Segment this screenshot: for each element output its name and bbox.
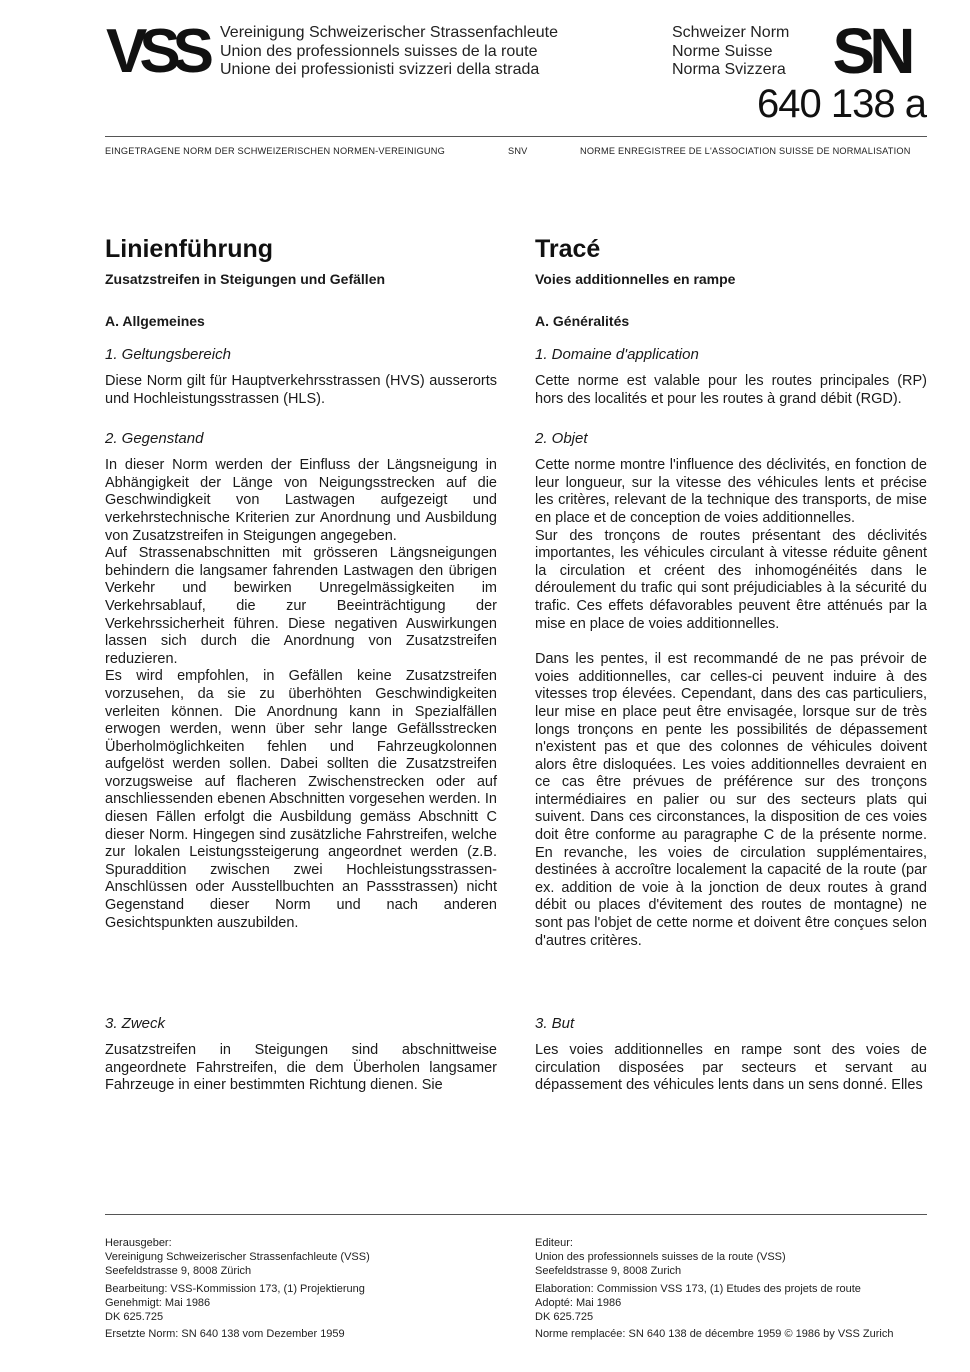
section-a-heading-de: A. Allgemeines [105, 313, 205, 329]
registration-text-de: EINGETRAGENE NORM DER SCHWEIZERISCHEN NORMEN-VEREINIGUNG [105, 146, 445, 156]
publisher-name-fr: Union des professionnels suisses de la route (VSS) [535, 1251, 786, 1264]
paragraph-purpose-de: Zusatzstreifen in Steigungen sind abschnittweise angeordnete Fahrstreifen, die dem Überholen langsamer Fahrzeuge in einer bestimmten Richtung dienen. Sie [105, 1042, 497, 1094]
organisation-names [220, 24, 558, 80]
norm-label-it: Norma Svizzera [672, 61, 786, 78]
norm-label-fr: Norme Suisse [672, 42, 773, 60]
svg-text:SN: SN [832, 26, 910, 76]
publisher-label-de: Herausgeber: [105, 1237, 172, 1249]
approval-date-fr: Adopté: Mai 1986 [535, 1296, 622, 1309]
footer-divider [105, 1214, 927, 1215]
page-title-fr: Tracé [535, 235, 601, 263]
vss-logo [100, 20, 212, 80]
paragraph-purpose-fr: Les voies additionnelles en rampe sont des voies de circulation disposées par secteurs et servant au dépassement des véhicules lents dans un sens donné. Elles [535, 1042, 927, 1094]
paragraph-subject-3-de: Es wird empfohlen, in Gefällen keine Zusatzstreifen vorzusehen, da sie zu überhöhten Geschwindigkeiten verleiten können. Die Anordnung kann in Spezialfällen erwogen werden, wenn über sehr lange Gefällsstrecken Überholmöglichkeiten fehlen und Fahrzeugkolonnen aufgelöst werden sollen. Dabei sollten die Zusatzstreifen vorzugsweise auf flacheren Zwischenstrecken oder auf anschliessenden ebenen Abschnitten vorgesehen werden. In diesen Fällen erfolgt die Ausbildung gemäss Abschnitt C dieser Norm. Hingegen sind zusätzliche Fahrstreifen, welche zur lokalen Leistungssteigerung angeordnet werden (z.B. Spuraddition zwischen zwei Hochleistungsstrassen-Anschlüssen oder Ausstellbuchten an Passstrassen) nicht Gegenstand dieser Norm und nach anderen Gesichtspunkten auszubilden. [105, 668, 497, 931]
french-column [535, 232, 927, 950]
registration-text-fr: NORME ENREGISTREE DE L'ASSOCIATION SUISSE DE NORMALISATION [580, 146, 911, 156]
norm-type-labels [672, 24, 789, 80]
sn-logo [815, 26, 927, 76]
header-divider [105, 136, 927, 137]
page-subtitle-de: Zusatzstreifen in Steigungen und Gefällen [105, 271, 386, 287]
page-title-de: Linienführung [105, 235, 274, 263]
paragraph-subject-2-de: Auf Strassenabschnitten mit grösseren Längsneigungen behindern die langsamer fahrenden Lastwagen den übrigen Verkehr und bewirken Unregelmässigkeiten im Verkehrsablauf, die zur Beeinträchtigung der Verkehrssicherheit führen. Diese negativen Auswirkungen lassen sich durch die Anordnung von Zusatzstreifen reduzieren. [105, 545, 497, 667]
publisher-name-de: Vereinigung Schweizerischer Strassenfachleute (VSS) [105, 1251, 370, 1264]
processing-info-fr: Elaboration: Commission VSS 173, (1) Etudes des projets de route [535, 1282, 861, 1295]
norm-number: 640 138 a [757, 82, 926, 126]
svg-text:VSS: VSS [105, 20, 207, 80]
heading-purpose-fr: 3. But [535, 1015, 575, 1032]
german-purpose-section [105, 1014, 497, 1095]
heading-subject-fr: 2. Objet [535, 430, 588, 448]
replaced-norm-fr: Norme remplacée: SN 640 138 de décembre 1959 © 1986 by VSS Zurich [535, 1328, 894, 1341]
footer-publisher-fr [535, 1236, 935, 1341]
org-name-fr: Union des professionnels suisses de la route [220, 42, 538, 60]
paragraph-scope-fr: Cette norme est valable pour les routes principales (RP) hors des localités et pour les routes à grand débit (RGD). [535, 373, 927, 407]
norm-label-de: Schweizer Norm [672, 24, 790, 41]
paragraph-subject-2-fr: Sur des tronçons de routes présentant des déclivités importantes, les véhicules circulant à vitesse réduite gênent la circulation et créent des inhomogénéités dans le déroulement du trafic qui sont préjudiciables à la sécurité du trafic. Ces effets défavorables peuvent être atténués par la mise en place de voies additionnelles. [535, 527, 927, 632]
german-column [105, 232, 497, 932]
org-name-it: Unione dei professionisti svizzeri della strada [220, 61, 540, 78]
paragraph-subject-1-de: In dieser Norm werden der Einfluss der Längsneigung in Abhängigkeit der Länge von Neigungsstrecken auf die Geschwindigkeit von Lastwagen aufgezeigt und verkehrstechnische Kriterien zur Anordnung und Ausbildung von Zusatzstreifen in Steigungen angegeben. [105, 457, 497, 544]
footer-publisher-de [105, 1236, 505, 1341]
publisher-address-fr: Seefeldstrasse 9, 8008 Zurich [535, 1265, 682, 1278]
paragraph-scope-de: Diese Norm gilt für Hauptverkehrsstrassen (HVS) ausserorts und Hochleistungsstrassen (HLS). [105, 373, 497, 407]
french-purpose-section [535, 1014, 927, 1095]
approval-date-de: Genehmigt: Mai 1986 [105, 1296, 211, 1309]
replaced-norm-de: Ersetzte Norm: SN 640 138 vom Dezember 1959 [105, 1328, 345, 1341]
registration-snv: SNV [508, 146, 528, 156]
org-name-de: Vereinigung Schweizerischer Strassenfachleute [220, 24, 558, 41]
heading-subject-de: 2. Gegenstand [105, 430, 204, 448]
dk-code-de: DK 625.725 [105, 1311, 164, 1324]
dk-code-fr: DK 625.725 [535, 1311, 594, 1324]
publisher-address-de: Seefeldstrasse 9, 8008 Zürich [105, 1265, 252, 1278]
heading-scope-de: 1. Geltungsbereich [105, 346, 231, 363]
processing-info-de: Bearbeitung: VSS-Kommission 173, (1) Projektierung [105, 1282, 365, 1295]
heading-scope-fr: 1. Domaine d'application [535, 346, 699, 363]
paragraph-subject-3-fr: Dans les pentes, il est recommandé de ne pas prévoir de voies additionnelles, car celles-ci peuvent induire à des vitesses trop élevées. Cependant, dans des cas particuliers, leur mise en place peut être envisagée, lorsque sur de très longs tronçons en pente les possibilités de dépassement n'existent pas et que des colonnes de véhicules doivent alors être disloquées. Les voies additionnelles devraient en ce cas être prévues de préférence sur des tronçons intermédiaires en palier ou sur des secteurs plats qui suivent. Dans ces circonstances, la disposition de ces voies doit être conforme au paragraphe C de la présente norme. En revanche, les voies de circulation supplémentaires, destinées à accroître localement la capacité de la route (par ex. addition de voie à la jonction de deux routes à grand débit ou places d'évitement des routes de montagne) ne sont pas l'objet de cette norme et doivent être conçues selon d'autres critères. [535, 651, 927, 949]
paragraph-subject-1-fr: Cette norme montre l'influence des déclivités, en fonction de leur longueur, sur la vitesse des véhicules lents et précise les critères, relevant de la technique des transports, de mise en place et de conception de voies additionnelles. [535, 457, 927, 526]
section-a-heading-fr: A. Généralités [535, 313, 630, 329]
publisher-label-fr: Editeur: [535, 1237, 573, 1249]
page-subtitle-fr: Voies additionnelles en rampe [535, 271, 736, 287]
heading-purpose-de: 3. Zweck [105, 1015, 166, 1032]
